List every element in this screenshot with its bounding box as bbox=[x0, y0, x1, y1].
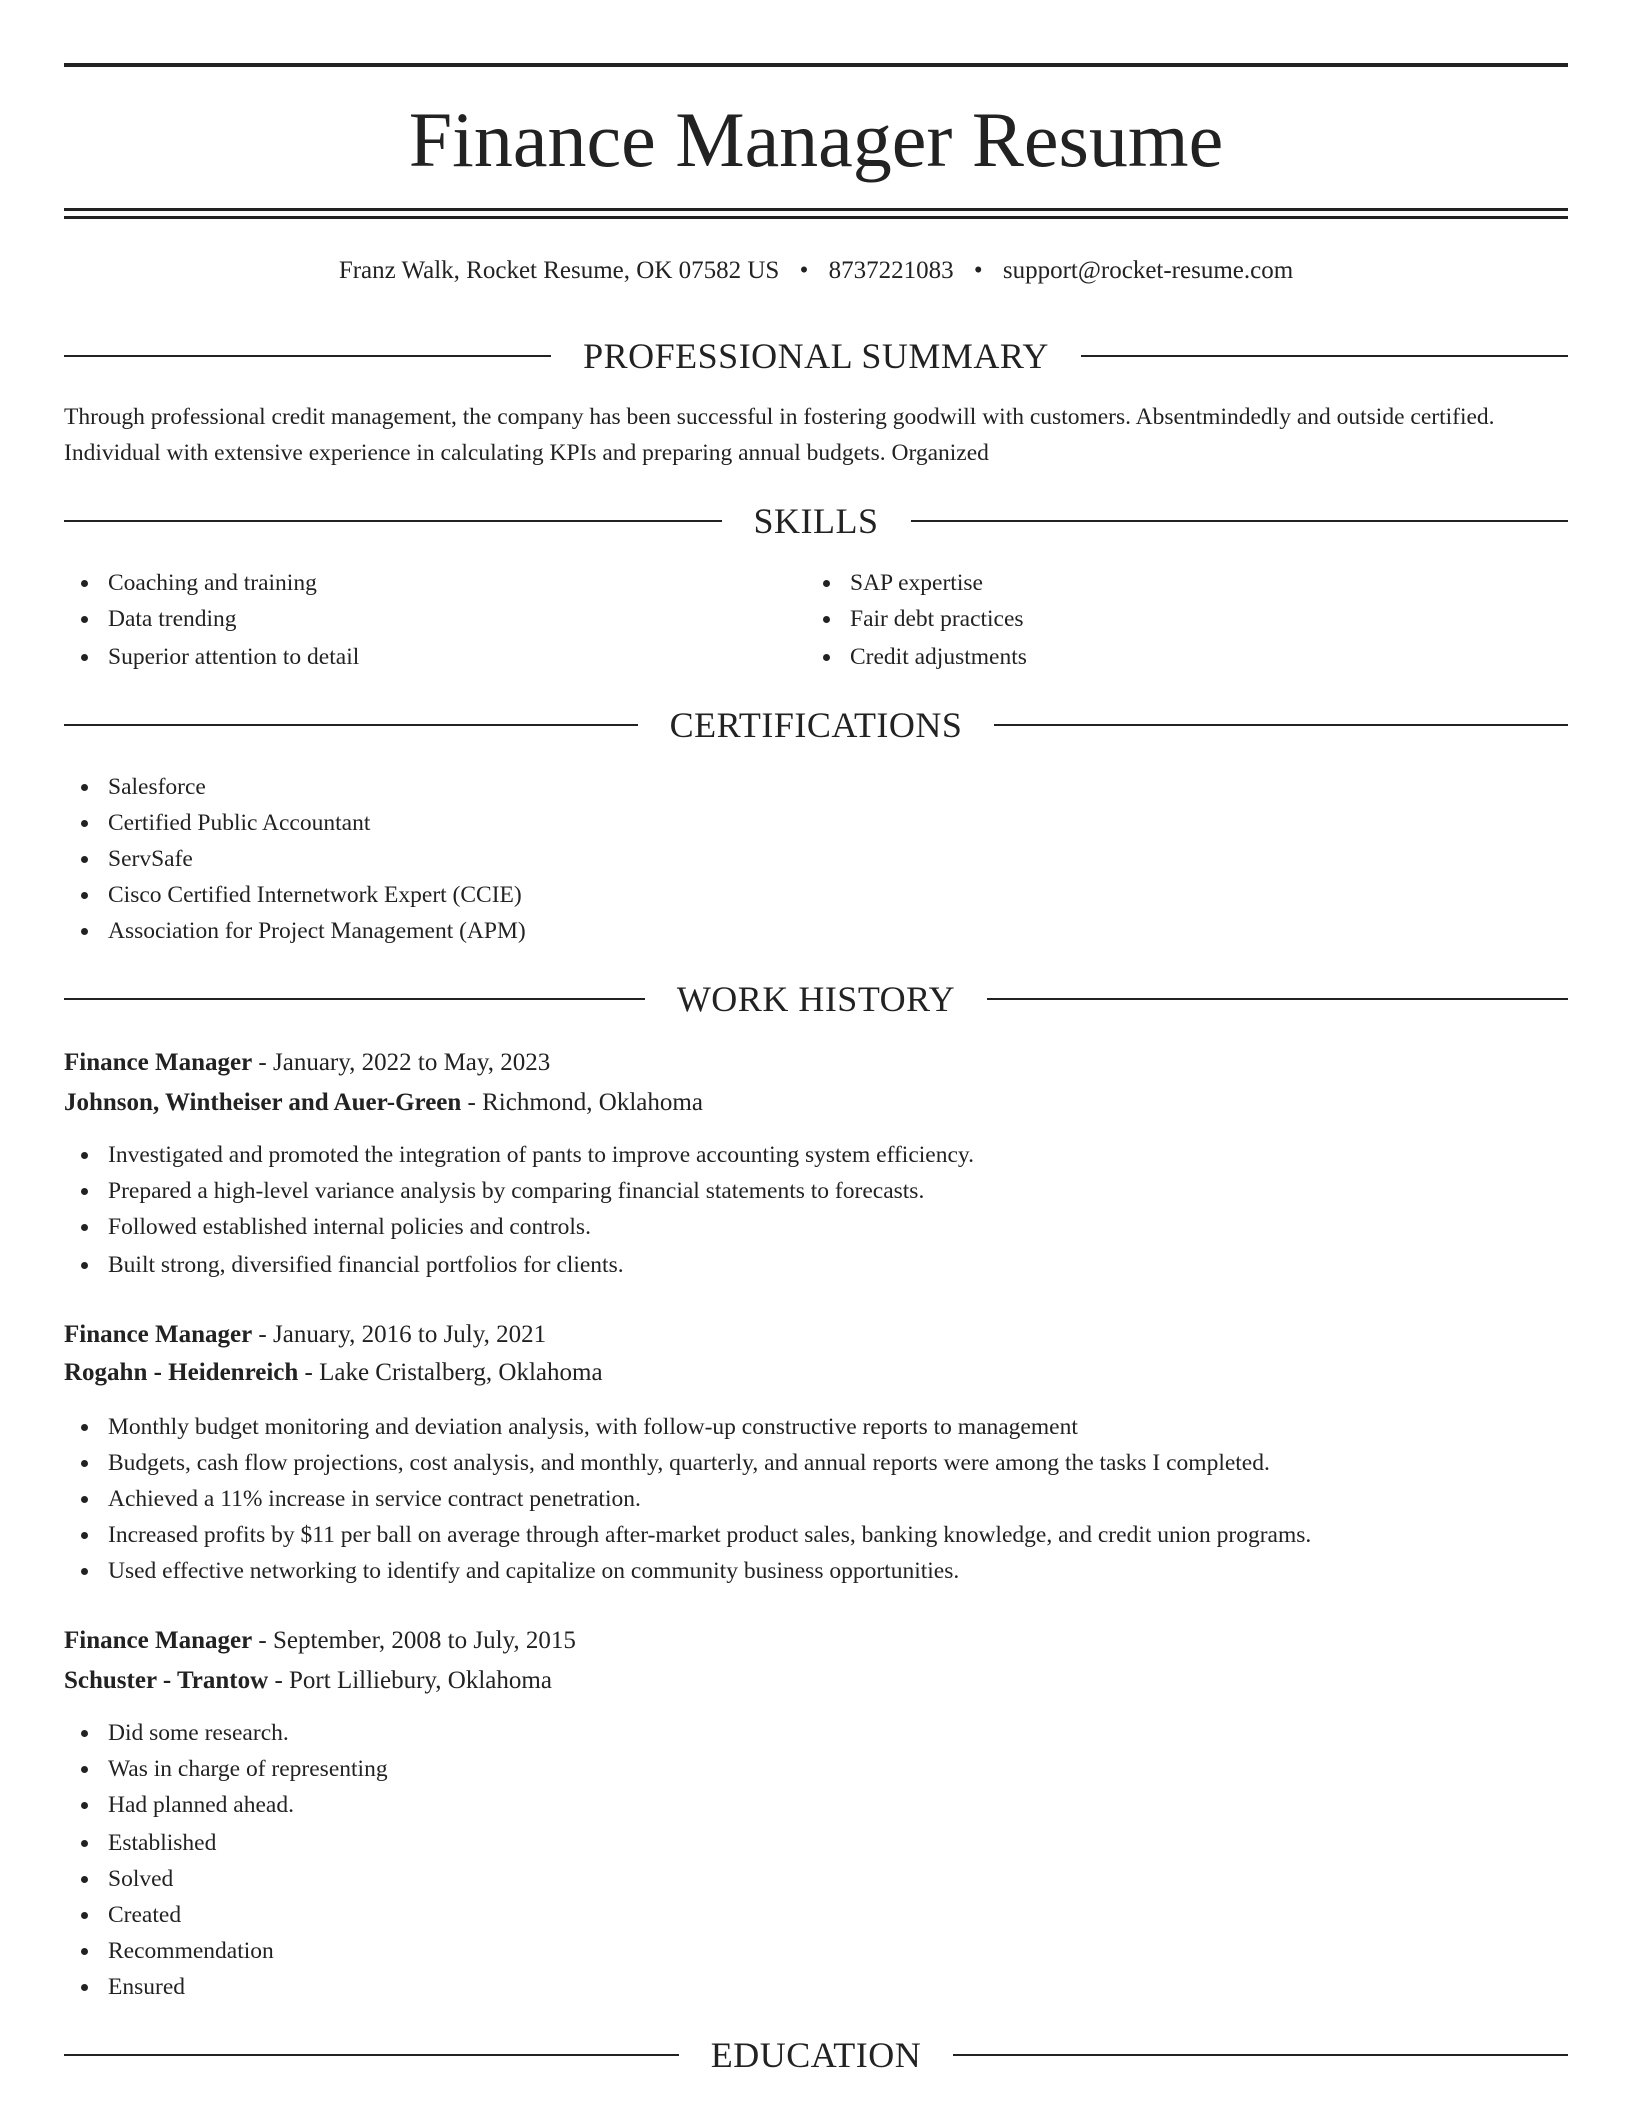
section-heading-certifications bbox=[64, 702, 1568, 748]
job-company-line bbox=[64, 1661, 552, 1701]
section-label: CERTIFICATIONS bbox=[669, 705, 963, 745]
contact-separator: • bbox=[973, 257, 983, 284]
heading-line bbox=[994, 724, 1568, 726]
top-rule bbox=[64, 63, 1568, 67]
job-location: - Port Lilliebury, Oklahoma bbox=[268, 1667, 552, 1694]
contact-phone: 8737221083 bbox=[828, 257, 954, 284]
certification-item: Certified Public Accountant bbox=[64, 805, 1568, 841]
job-bullet: Created bbox=[64, 1897, 1568, 1933]
job-location: - Richmond, Oklahoma bbox=[461, 1089, 703, 1116]
page-title: Finance Manager Resume bbox=[408, 96, 1224, 183]
job-company: Johnson, Wintheiser and Auer-Green bbox=[64, 1089, 462, 1116]
job-dates: - September, 2008 to July, 2015 bbox=[252, 1627, 576, 1654]
job-bullet: Ensured bbox=[64, 1969, 1568, 2005]
heading-line bbox=[64, 355, 551, 357]
section-label: WORK HISTORY bbox=[676, 979, 956, 1019]
job-bullets bbox=[64, 1409, 1568, 1589]
job-bullet: Recommendation bbox=[64, 1933, 1568, 1969]
job-bullet: Increased profits by $11 per ball on average through after-market product sales, banking knowledge, and credit union programs. bbox=[64, 1517, 1568, 1553]
title-rule-upper bbox=[64, 208, 1568, 211]
job-bullet: Prepared a high-level variance analysis by comparing financial statements to forecasts. bbox=[64, 1173, 1568, 1209]
certification-item: Cisco Certified Internetwork Expert (CCIE) bbox=[64, 877, 1568, 913]
certification-item: ServSafe bbox=[64, 841, 1568, 877]
job-bullet: Monthly budget monitoring and deviation analysis, with follow-up constructive reports to management bbox=[64, 1409, 1568, 1445]
skill-item: Fair debt practices bbox=[806, 601, 1546, 637]
section-heading-education bbox=[64, 2032, 1568, 2078]
heading-line bbox=[64, 998, 645, 1000]
contact-address: Franz Walk, Rocket Resume, OK 07582 US bbox=[338, 257, 780, 284]
job-company: Rogahn - Heidenreich bbox=[64, 1359, 299, 1386]
job-bullet: Achieved a 11% increase in service contract penetration. bbox=[64, 1481, 1568, 1517]
job-bullet: Budgets, cash flow projections, cost analysis, and monthly, quarterly, and annual reports were among the tasks I completed. bbox=[64, 1445, 1568, 1481]
skill-item: Credit adjustments bbox=[806, 639, 1546, 675]
section-heading-skills bbox=[64, 498, 1568, 544]
contact-email[interactable]: support@rocket-resume.com bbox=[1002, 257, 1294, 284]
job-dates: - January, 2022 to May, 2023 bbox=[252, 1049, 551, 1076]
skills-list-left bbox=[64, 565, 804, 675]
heading-line bbox=[64, 520, 722, 522]
certification-item: Salesforce bbox=[64, 769, 1568, 805]
job-bullet: Had planned ahead. bbox=[64, 1787, 1568, 1823]
heading-line bbox=[64, 2054, 679, 2056]
job-title-line bbox=[64, 1315, 546, 1355]
job-bullet: Was in charge of representing bbox=[64, 1751, 1568, 1787]
job-location: - Lake Cristalberg, Oklahoma bbox=[298, 1359, 603, 1386]
job-bullet: Established bbox=[64, 1825, 1568, 1861]
summary-text: Through professional credit management, the company has been successful in fostering goodwill with customers. Absentmindedly and outside certified. Individual with extensive experience in calculating KPIs and preparing annual budgets. Organized bbox=[64, 404, 1495, 466]
heading-line bbox=[1081, 355, 1568, 357]
skill-item: SAP expertise bbox=[806, 565, 1546, 601]
job-company-line bbox=[64, 1083, 703, 1123]
job-bullet: Used effective networking to identify and capitalize on community business opportunities. bbox=[64, 1553, 1568, 1589]
section-label: PROFESSIONAL SUMMARY bbox=[583, 336, 1049, 376]
job-title-line bbox=[64, 1043, 550, 1083]
certifications-list bbox=[64, 769, 1568, 949]
job-company-line bbox=[64, 1353, 603, 1393]
job-company: Schuster - Trantow bbox=[64, 1667, 269, 1694]
skill-item: Coaching and training bbox=[64, 565, 804, 601]
job-bullet: Did some research. bbox=[64, 1715, 1568, 1751]
section-label: EDUCATION bbox=[710, 2035, 922, 2075]
skill-item: Data trending bbox=[64, 601, 804, 637]
job-bullets bbox=[64, 1137, 1568, 1283]
job-bullet: Followed established internal policies and controls. bbox=[64, 1209, 1568, 1245]
section-label: SKILLS bbox=[753, 501, 879, 541]
job-bullets bbox=[64, 1715, 1568, 2005]
heading-line bbox=[953, 2054, 1568, 2056]
certification-item: Association for Project Management (APM) bbox=[64, 913, 1568, 949]
skills-list-right bbox=[806, 565, 1546, 675]
job-bullet: Investigated and promoted the integration of pants to improve accounting system efficiency. bbox=[64, 1137, 1568, 1173]
job-title: Finance Manager bbox=[64, 1321, 253, 1348]
job-bullet: Built strong, diversified financial portfolios for clients. bbox=[64, 1247, 1568, 1283]
job-bullet: Solved bbox=[64, 1861, 1568, 1897]
heading-line bbox=[911, 520, 1569, 522]
section-heading-summary bbox=[64, 333, 1568, 379]
job-title: Finance Manager bbox=[64, 1049, 253, 1076]
skill-item: Superior attention to detail bbox=[64, 639, 804, 675]
contact-separator: • bbox=[799, 257, 809, 284]
job-title-line bbox=[64, 1621, 576, 1661]
job-title: Finance Manager bbox=[64, 1627, 253, 1654]
heading-line bbox=[987, 998, 1568, 1000]
heading-line bbox=[64, 724, 638, 726]
contact-line bbox=[64, 254, 1568, 288]
title-rule-lower bbox=[64, 216, 1568, 219]
section-heading-work-history bbox=[64, 976, 1568, 1022]
job-dates: - January, 2016 to July, 2021 bbox=[252, 1321, 547, 1348]
